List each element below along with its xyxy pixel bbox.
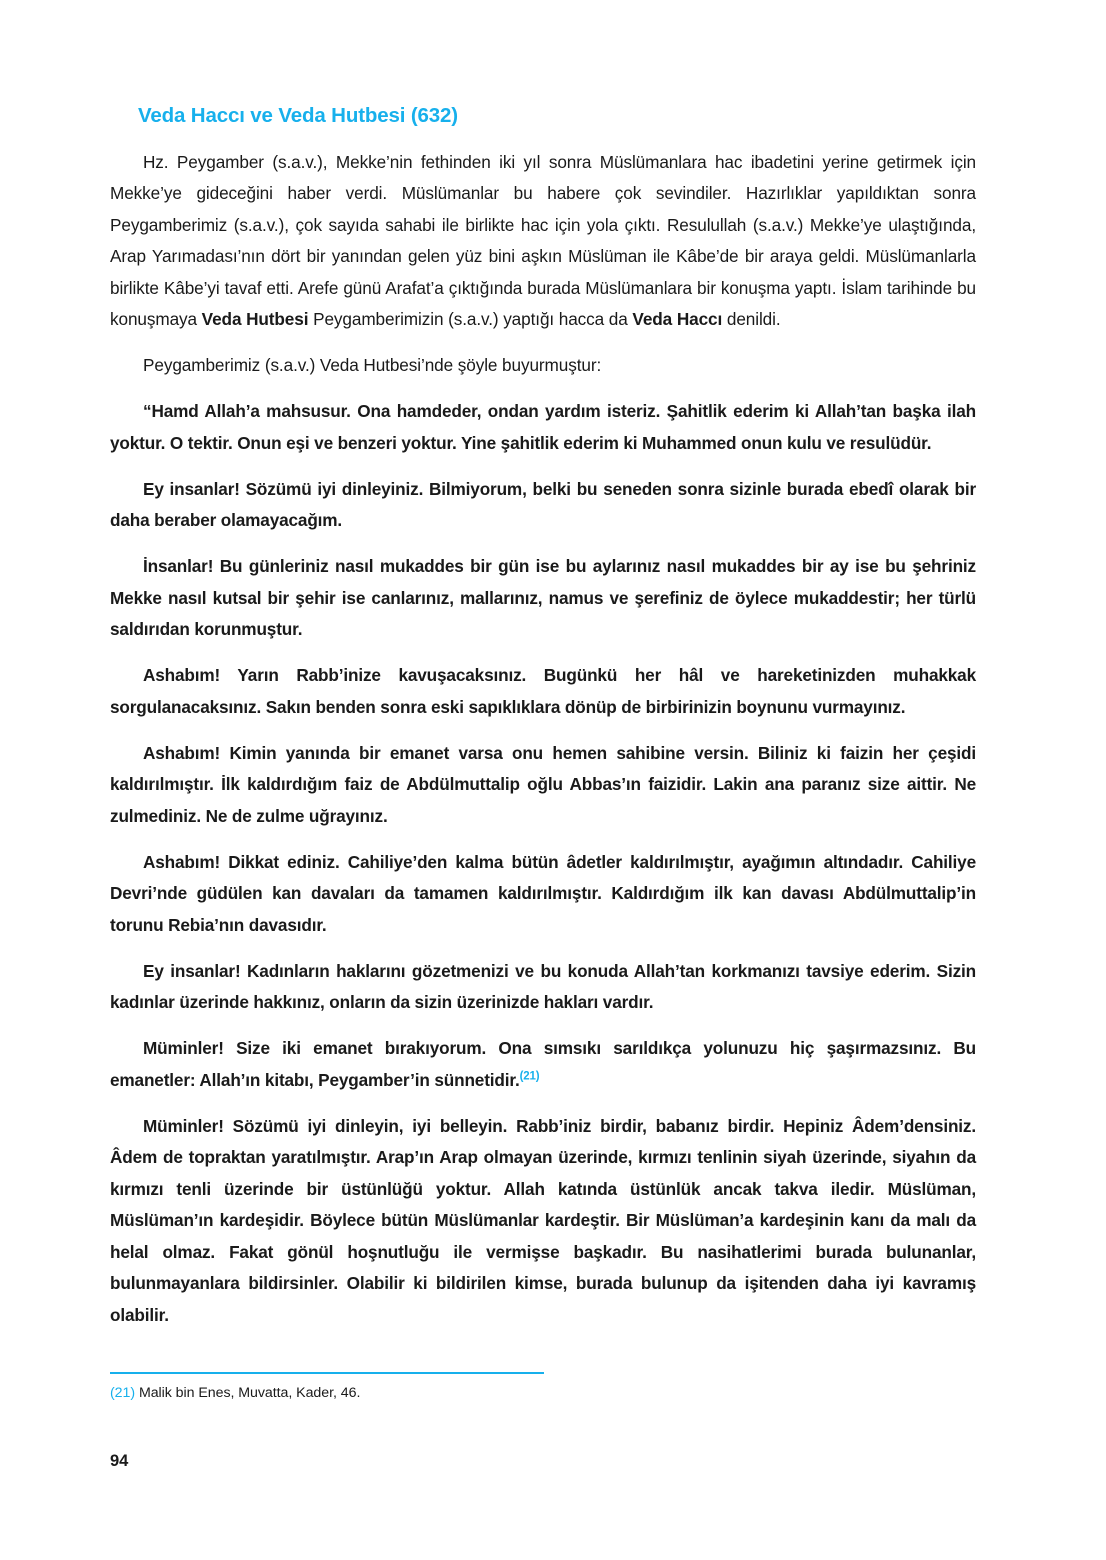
paragraph: Ey insanlar! Kadınların haklarını gözetmenizi ve bu konuda Allah’tan korkmanızı tavsiye ederim. Sizin kadınlar üzerinde hakkınız, onların da sizin üzerinizde hakları vardır. — [110, 960, 976, 1013]
page-content — [110, 104, 976, 1346]
paragraph: Ashabım! Dikkat ediniz. Cahiliye’den kalma bütün âdetler kaldırılmıştır, ayağımın altındadır. Cahiliye Devri’nde güdülen kan davaları da tamamen kaldırılmıştır. Kaldırdığım ilk kan davası Abdülmuttalip’in torunu Rebia’nın davasıdır. — [110, 851, 976, 935]
footnote-separator — [110, 1372, 544, 1374]
paragraph: Peygamberimiz (s.a.v.) Veda Hutbesi’nde şöyle buyurmuştur: — [143, 355, 602, 376]
footnote-area — [110, 1372, 976, 1403]
paragraph: “Hamd Allah’a mahsusur. Ona hamdeder, ondan yardım isteriz. Şahitlik ederim ki Allah’tan başka ilah yoktur. O tektir. Onun eşi ve benzeri yoktur. Yine şahitlik ederim ki Muhammed onun kulu ve resulüdür. — [110, 401, 976, 453]
emphasis-term: Veda Hutbesi — [201, 309, 309, 330]
paragraph: İnsanlar! Bu günleriniz nasıl mukaddes bir gün ise bu aylarınız nasıl mukaddes bir ay ise bu şehriniz Mekke nasıl kutsal bir şehir ise canlarınız, mallarınız, namus ve şerefiniz de öylece mukaddestir; her türlü saldırıdan korunmuştur. — [110, 556, 976, 640]
page-number: 94 — [110, 1452, 129, 1470]
paragraph: Ashabım! Kimin yanında bir emanet varsa onu hemen sahibine versin. Biliniz ki faizin her çeşidi kaldırılmıştır. İlk kaldırdığım faiz de Abdülmuttalip oğlu Abbas’ın faizidir. Lakin ana paranız size aittir. Ne zulmediniz. Ne de zulme uğrayınız. — [110, 742, 976, 826]
footnote-entry — [110, 1383, 976, 1403]
paragraph: Hz. Peygamber (s.a.v.), Mekke’nin fethinden iki yıl sonra Müslümanlara hac ibadetini yerine getirmek için Mekke’ye gideceğini haber verdi. Müslümanlar bu habere çok sevindiler. Hazırlıklar yapıldıktan sonra Peygamberimiz (s.a.v.), çok sayıda sahabi ile birlikte hac için yola çıktı. Resulullah (s.a.v.) Mekke’ye ulaştığında, Arap Yarımadası’nın dört bir yanından gelen yüz bini aşkın Müslüman ile Kâbe’de bir araya geldi. Müslümanlarla birlikte Kâbe’yi tavaf etti. Arefe günü Arafat’a çıktığında burada Müslümanlara bir konuşma yaptı. İslam tarihinde bu konuşmaya Veda Hutbesi Peygamberimizin (s.a.v.) yaptığı hacca da Veda Haccı denildi. — [110, 151, 976, 330]
footnote-marker[interactable]: (21) — [519, 1069, 540, 1082]
body-text — [110, 147, 976, 1332]
footnote-number: (21) — [110, 1385, 136, 1401]
paragraph: Müminler! Size iki emanet bırakıyorum. Ona sımsıkı sarıldıkça yolunuzu hiç şaşırmazsınız. Bu emanetler: Allah’ın kitabı, Peygamber’in sünnetidir.$^{(21)}$ — [110, 1038, 976, 1090]
page-title: Veda Haccı ve Veda Hutbesi (632) — [138, 104, 458, 127]
footnote-label: Malik bin Enes, Muvatta, Kader, 46. — [138, 1385, 361, 1401]
paragraph: Ey insanlar! Sözümü iyi dinleyiniz. Bilmiyorum, belki bu seneden sonra sizinle burada ebedî olarak bir daha beraber olamayacağım. — [110, 478, 976, 531]
paragraph: Ashabım! Yarın Rabb’inize kavuşacaksınız. Bugünkü her hâl ve hareketinizden muhakkak sorgulanacaksınız. Sakın benden sonra eski sapıklıklara dönüp de birbirinizin boynunu vurmayınız. — [110, 665, 976, 717]
emphasis-term: Veda Haccı — [632, 309, 723, 330]
paragraph: Müminler! Sözümü iyi dinleyin, iyi belleyin. Rabb’iniz birdir, babanız birdir. Hepiniz Âdem’densiniz. Âdem de topraktan yaratılmıştır. Arap’ın Arap olmayan üzerinde, kırmızı tenlinin siyah üzerinde, siyahın da kırmızı tenli üzerinde bir üstünlüğü yoktur. Allah katında üstünlük ancak takva iledir. Müslüman, Müslüman’ın kardeşidir. Böylece bütün Müslümanlar kardeştir. Bir Müslüman’a kardeşinin kanı da malı da helal olmaz. Fakat gönül hoşnutluğu ile vermişse başkadır. Bu nasihatlerimi burada bulunanlar, bulunmayanlara bildirsinler. Olabilir ki bildirilen kimse, burada bulunup da işitenden daha iyi kavramış olabilir. — [110, 1115, 976, 1325]
